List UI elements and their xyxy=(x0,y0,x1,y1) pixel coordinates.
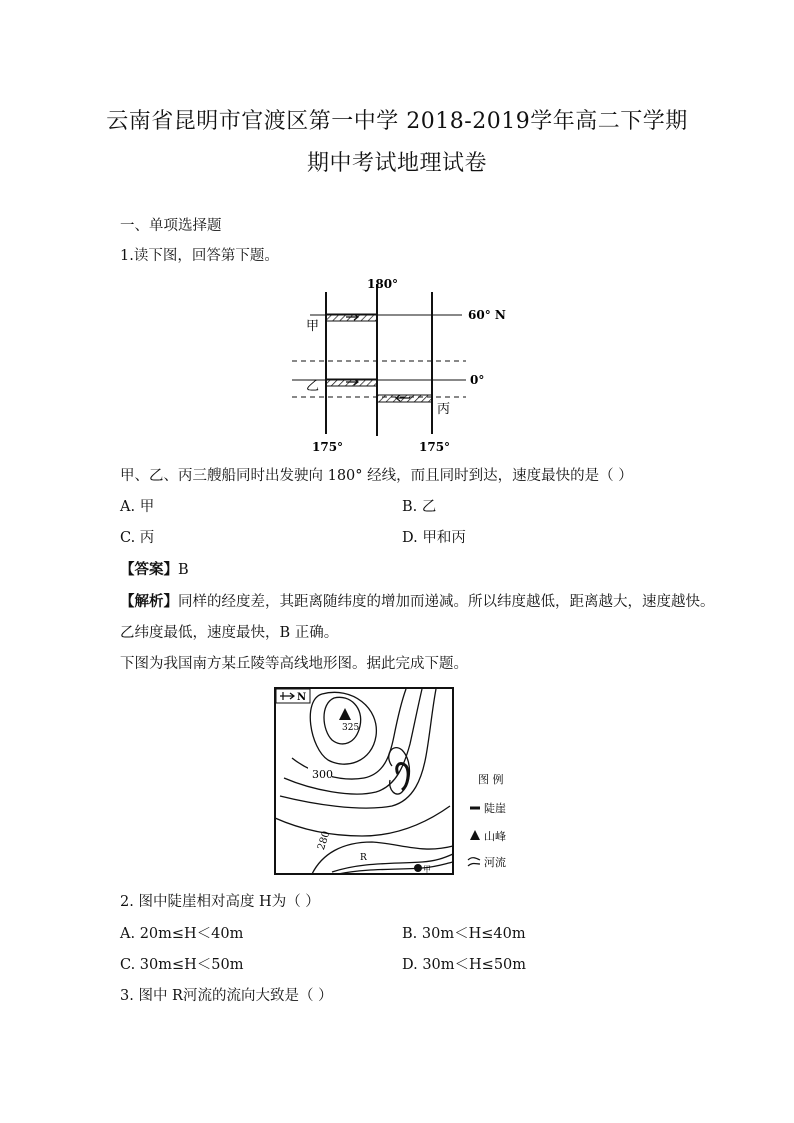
legend-peak: 山峰 xyxy=(484,830,506,843)
q1-analysis-line2: 乙纬度最低，速度最快，B 正确。 xyxy=(120,625,339,641)
point-jia-icon xyxy=(414,864,422,872)
q1-option-a[interactable]: A. 甲 xyxy=(120,499,155,515)
contour-label-280: 280 xyxy=(316,829,333,852)
label-0: 0° xyxy=(470,373,485,387)
q1-option-d[interactable]: D. 甲和丙 xyxy=(402,530,466,546)
question-1-stem: 甲、乙、丙三艘船同时出发驶向 180° 经线，而且同时到达，速度最快的是（ ） xyxy=(120,468,633,484)
exam-title-line1: 云南省昆明市官渡区第一中学 2018-2019学年高二下学期 xyxy=(106,109,688,134)
label-180: 180° xyxy=(367,277,399,291)
point-jia-label: 甲 xyxy=(423,865,431,874)
q2-option-d[interactable]: D. 30m＜H≤50m xyxy=(402,957,527,973)
legend-river: 河流 xyxy=(484,856,506,869)
answer-tag: 【答案】 xyxy=(120,561,178,578)
legend-peak-icon xyxy=(470,830,480,840)
section-heading: 一、单项选择题 xyxy=(120,218,222,234)
legend-title: 图 例 xyxy=(478,773,504,786)
exam-title-line2: 期中考试地理试卷 xyxy=(306,151,487,176)
q1-option-c[interactable]: C. 丙 xyxy=(120,530,155,546)
q2-option-b[interactable]: B. 30m＜H≤40m xyxy=(402,926,526,942)
label-60n: 60° N xyxy=(468,308,506,322)
river-label-r: R xyxy=(360,853,367,863)
map-frame xyxy=(275,688,453,874)
q1-option-b[interactable]: B. 乙 xyxy=(402,499,437,515)
legend-river-icon xyxy=(468,858,480,866)
label-bing: 丙 xyxy=(437,402,451,417)
q2-option-c[interactable]: C. 30m≤H＜50m xyxy=(120,957,244,973)
label-left-175: 175° xyxy=(312,440,344,454)
analysis-text: 同样的经度差，其距离随纬度的增加而递减。所以纬度越低，距离越大，速度越快。 xyxy=(178,594,715,610)
question-3-stem: 3. 图中 R河流的流向大致是（ ） xyxy=(120,988,333,1004)
q1-answer xyxy=(120,560,189,580)
q2-option-a[interactable]: A. 20m≤H＜40m xyxy=(120,926,244,942)
contour-map xyxy=(272,686,532,878)
peak-value: 325 xyxy=(342,723,360,733)
question-1-prompt: 1.读下图，回答第下题。 xyxy=(120,248,279,264)
question-2-stem: 2. 图中陡崖相对高度 H为（ ） xyxy=(120,894,320,910)
label-jia: 甲 xyxy=(306,319,320,334)
intro-contour-map: 下图为我国南方某丘陵等高线地形图。据此完成下题。 xyxy=(120,656,468,672)
analysis-tag: 【解析】 xyxy=(120,593,178,610)
legend-cliff: 陡崖 xyxy=(484,802,506,815)
north-label: N xyxy=(297,692,307,703)
label-right-175: 175° xyxy=(419,440,451,454)
contour-label-300: 300 xyxy=(312,768,333,781)
meridian-diagram xyxy=(280,274,520,459)
answer-value: B xyxy=(178,562,189,578)
q1-analysis xyxy=(120,592,715,612)
label-yi: 乙 xyxy=(306,379,320,394)
